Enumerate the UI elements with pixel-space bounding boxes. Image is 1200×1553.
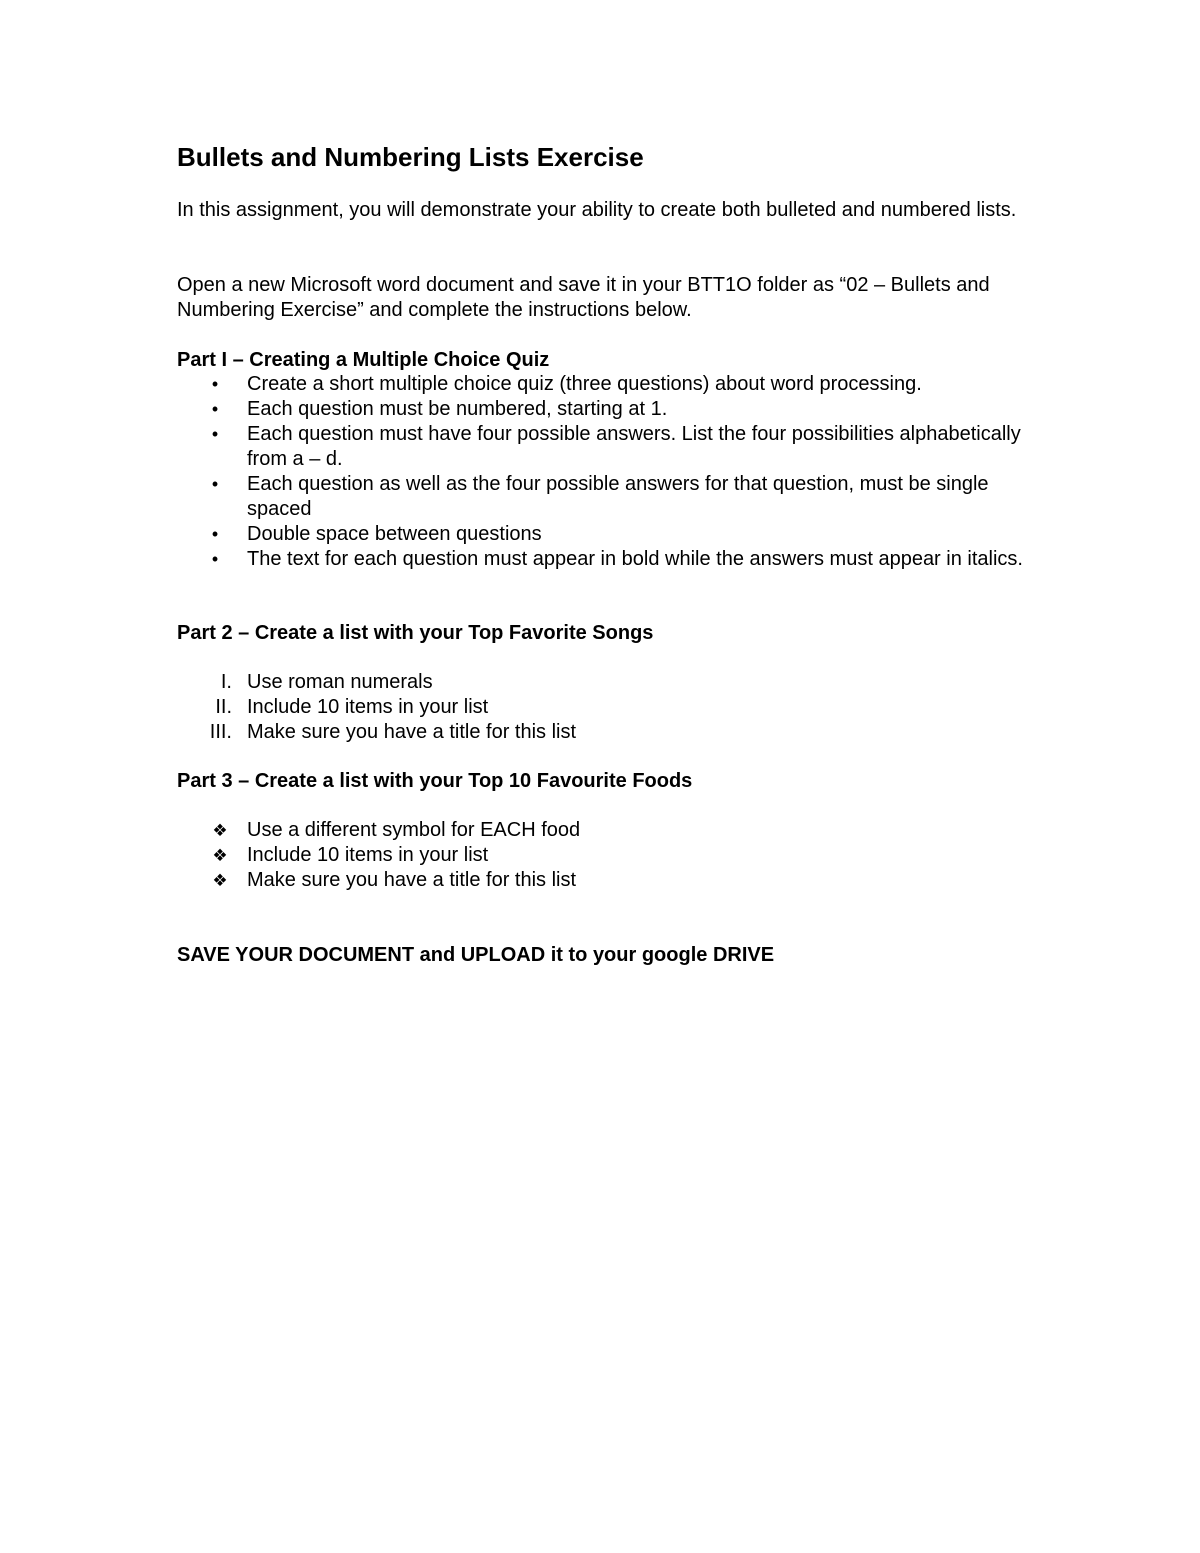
- list-item-text: Use roman numerals: [247, 671, 433, 693]
- list-item-text: Include 10 items in your list: [247, 844, 489, 866]
- list-item-text: Use a different symbol for EACH food: [247, 819, 581, 841]
- part3-heading: Part 3 – Create a list with your Top 10 Favourite Foods: [177, 770, 693, 792]
- roman-numeral: III.: [209, 721, 232, 743]
- part1-heading: Part I – Creating a Multiple Choice Quiz: [177, 349, 550, 371]
- list-item: [177, 547, 1027, 572]
- document-title: Bullets and Numbering Lists Exercise: [177, 142, 644, 172]
- list-item-text: The text for each question must appear in bold while the answers must appear in italics.: [247, 548, 1023, 570]
- roman-numeral: II.: [215, 696, 232, 718]
- list-item: [177, 422, 1027, 472]
- intro-paragraph: In this assignment, you will demonstrate your ability to create both bulleted and numbered lists.: [177, 199, 1017, 221]
- closing-instruction: SAVE YOUR DOCUMENT and UPLOAD it to your google DRIVE: [177, 944, 775, 966]
- bullet-icon: •: [211, 474, 219, 494]
- list-item: [177, 720, 1027, 745]
- list-item: [177, 868, 1027, 893]
- list-item-text: Each question as well as the four possible answers for that question, must be single spaced: [247, 473, 989, 520]
- list-item: [177, 818, 1027, 843]
- bullet-icon: •: [211, 399, 219, 419]
- diamond-bullet-icon: ❖: [212, 846, 228, 865]
- part2-list: [177, 670, 1027, 745]
- list-item: [177, 695, 1027, 720]
- list-item-text: Make sure you have a title for this list: [247, 721, 577, 743]
- bullet-icon: •: [211, 374, 219, 394]
- list-item-text: Each question must have four possible answers. List the four possibilities alphabetically from a – d.: [247, 423, 1021, 470]
- list-item: [177, 372, 1027, 397]
- diamond-bullet-icon: ❖: [212, 821, 228, 840]
- bullet-icon: •: [211, 549, 219, 569]
- list-item: [177, 522, 1027, 547]
- roman-numeral: I.: [220, 671, 232, 693]
- list-item-text: Create a short multiple choice quiz (three questions) about word processing.: [247, 373, 922, 395]
- bullet-icon: •: [211, 424, 219, 444]
- list-item: [177, 472, 1027, 522]
- instructions-paragraph: Open a new Microsoft word document and save it in your BTT1O folder as “02 – Bullets and Numbering Exercise” and complete the instructions below.: [177, 274, 990, 321]
- part3-list: [177, 818, 1027, 893]
- list-item-text: Double space between questions: [247, 523, 542, 545]
- list-item-text: Each question must be numbered, starting at 1.: [247, 398, 668, 420]
- diamond-bullet-icon: ❖: [212, 871, 228, 890]
- part1-list: [177, 372, 1027, 572]
- list-item-text: Make sure you have a title for this list: [247, 869, 577, 891]
- list-item: [177, 397, 1027, 422]
- part2-heading: Part 2 – Create a list with your Top Favorite Songs: [177, 622, 654, 644]
- list-item: [177, 843, 1027, 868]
- list-item-text: Include 10 items in your list: [247, 696, 489, 718]
- bullet-icon: •: [211, 524, 219, 544]
- list-item: [177, 670, 1027, 695]
